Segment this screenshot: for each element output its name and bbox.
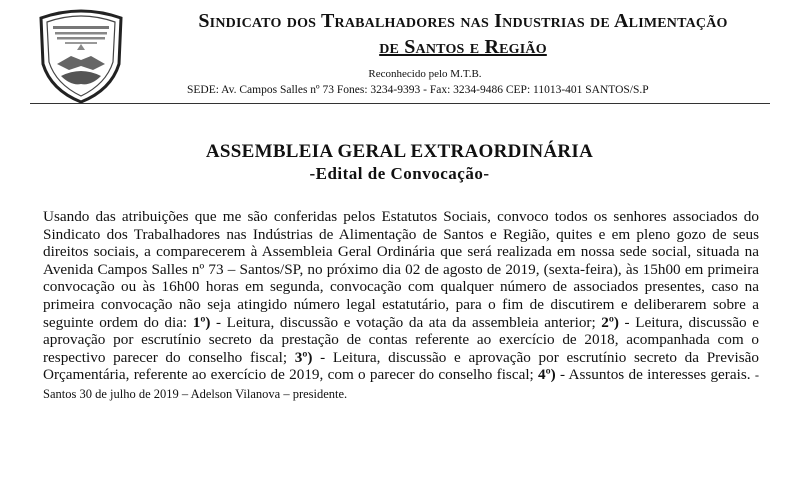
notice-body xyxy=(43,208,759,404)
notice-signoff: - Santos 30 de julho de 2019 – Adelson Vilanova – presidente. xyxy=(43,368,759,401)
agenda-item-4-number: 4º) xyxy=(538,366,556,384)
organization-name xyxy=(138,8,788,60)
notice-title: ASSEMBLEIA GERAL EXTRAORDINÁRIA xyxy=(205,141,594,162)
agenda-item-1-number: 1º) xyxy=(192,313,211,331)
agenda-item-3-text: - Leitura, discussão e aprovação por escrutínio secreto da Previsão Orçamentária, referente ao exercício de 2019, com o parecer do conselho fiscal; xyxy=(43,348,759,384)
agenda-item-1-text: - Leitura, discussão e votação da ata da assembleia anterior; xyxy=(210,313,602,331)
agenda-item-4-text: - Assuntos de interesses gerais. xyxy=(555,366,755,384)
notice-intro: Usando das atribuições que me são conferidas pelos Estatutos Sociais, convoco todos os senhores associados do Sindicato dos Trabalhadores nas Indústrias de Alimentação de Santos e Região, quites e em pleno gozo de seus direitos sociais, a comparecerem à Assembleia Geral Ordinária que será realizada em nossa sede social, situada na Avenida Campos Salles nº 73 – Santos/SP, no próximo dia 02 de agosto de 2019, (sexta-feira), às 15h00 em primeira convocação ou às 16h00 horas em segunda, convocação com qualquer número de associados presentes, caso na primeira convocação não seja atingido número legal estatutário, para o fim de discutirem e deliberarem sobre a seguinte ordem do dia: xyxy=(43,208,759,331)
headquarters-address: SEDE: Av. Campos Salles nº 73 Fones: 3234-9393 - Fax: 3234-9486 CEP: 11013-401 SANTOS/S.P xyxy=(187,84,649,96)
agenda-item-3-number: 3º) xyxy=(294,348,313,366)
union-logo-icon xyxy=(31,4,131,104)
organization-name-line1: Sindicato dos Trabalhadores nas Industrias de Alimentação xyxy=(198,10,728,32)
agenda-item-2-text: - Leitura, discussão e aprovação por escrutínio secreto da prestação de contas referente ao exercício de 2018, acompanhada com o respectivo parecer do conselho fiscal; xyxy=(43,313,759,366)
agenda-item-2-number: 2º) xyxy=(601,313,619,331)
recognition-note: Reconhecido pelo M.T.B. xyxy=(368,68,482,80)
organization-name-line2: de Santos e Região xyxy=(379,36,547,58)
header-divider xyxy=(30,103,770,104)
notice-subtitle: -Edital de Convocação- xyxy=(309,164,490,183)
